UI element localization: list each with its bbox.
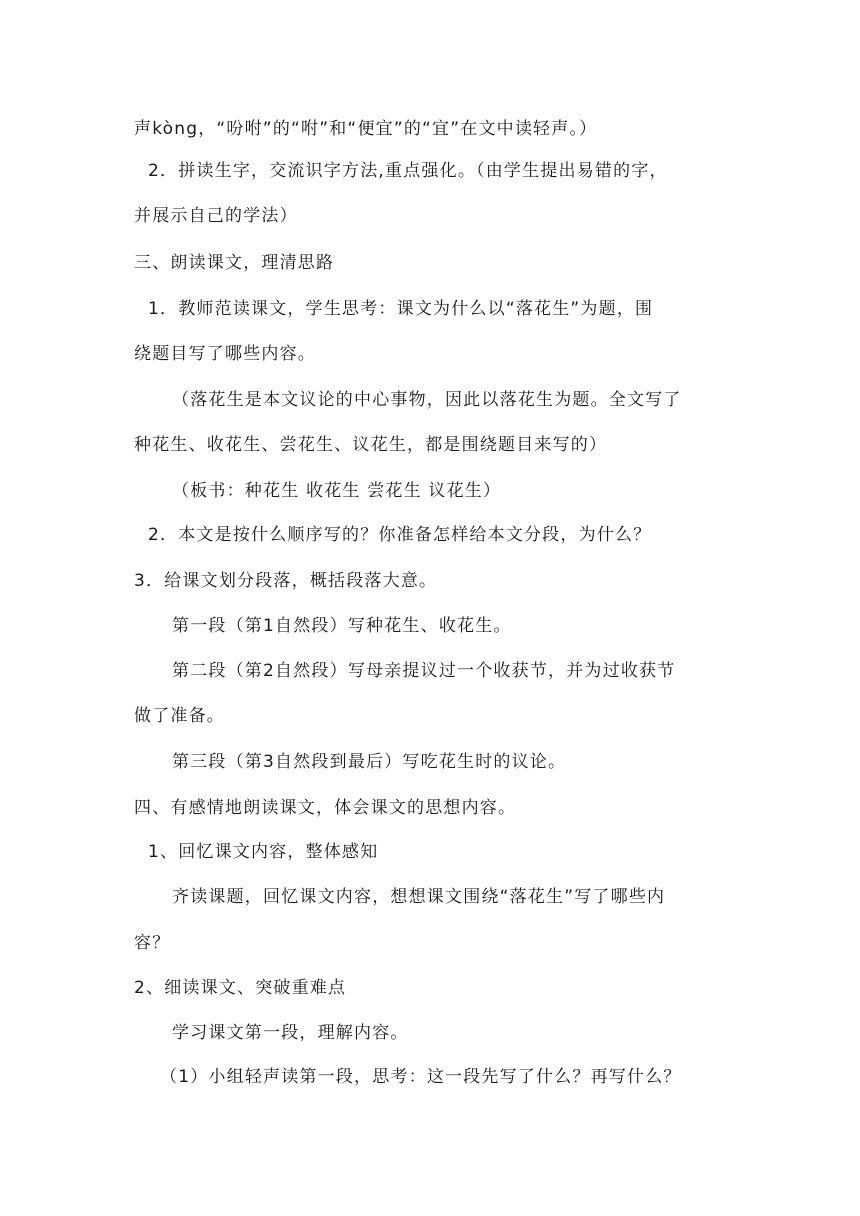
text-line-7: （落花生是本文议论的中心事物，因此以落花生为题。全文写了 bbox=[172, 390, 682, 410]
text-line-6: 绕题目写了哪些内容。 bbox=[134, 344, 316, 364]
text-line-14: 做了准备。 bbox=[134, 706, 225, 726]
text-line-22: （1）小组轻声读第一段，思考：这一段先写了什么？再写什么？ bbox=[160, 1067, 682, 1087]
text-line-20: 2、细读课文、突破重难点 bbox=[134, 978, 347, 998]
text-line-10: 2．本文是按什么顺序写的？你准备怎样给本文分段，为什么？ bbox=[148, 525, 652, 545]
text-line-1: 声kòng，“吩咐”的“咐”和“便宜”的“宜”在文中读轻声。） bbox=[134, 119, 598, 139]
text-line-18: 齐读课题，回忆课文内容，想想课文围绕“落花生”写了哪些内 bbox=[172, 887, 666, 907]
text-line-17: 1、回忆课文内容，整体感知 bbox=[148, 842, 379, 862]
section-heading-4: 四、有感情地朗读课文，体会课文的思想内容。 bbox=[134, 798, 517, 818]
text-line-13: 第二段（第2自然段）写母亲提议过一个收获节，并为过收获节 bbox=[172, 661, 676, 681]
text-line-5: 1．教师范读课文，学生思考：课文为什么以“落花生”为题，围 bbox=[148, 299, 654, 319]
text-line-3: 并展示自己的学法） bbox=[134, 206, 298, 226]
text-line-12: 第一段（第1自然段）写种花生、收花生。 bbox=[172, 616, 512, 636]
text-line-15: 第三段（第3自然段到最后）写吃花生时的议论。 bbox=[172, 752, 567, 772]
text-line-11: 3．给课文划分段落，概括段落大意。 bbox=[134, 571, 438, 591]
text-line-8: 种花生、收花生、尝花生、议花生，都是围绕题目来写的） bbox=[134, 435, 608, 455]
text-line-21: 学习课文第一段，理解内容。 bbox=[172, 1023, 409, 1043]
blackboard-note: （板书：种花生 收花生 尝花生 议花生） bbox=[172, 481, 502, 501]
text-line-19: 容？ bbox=[134, 933, 171, 953]
text-line-2: 2．拼读生字，交流识字方法,重点强化。（由学生提出易错的字， bbox=[148, 161, 668, 181]
section-heading-3: 三、朗读课文，理清思路 bbox=[134, 253, 335, 273]
